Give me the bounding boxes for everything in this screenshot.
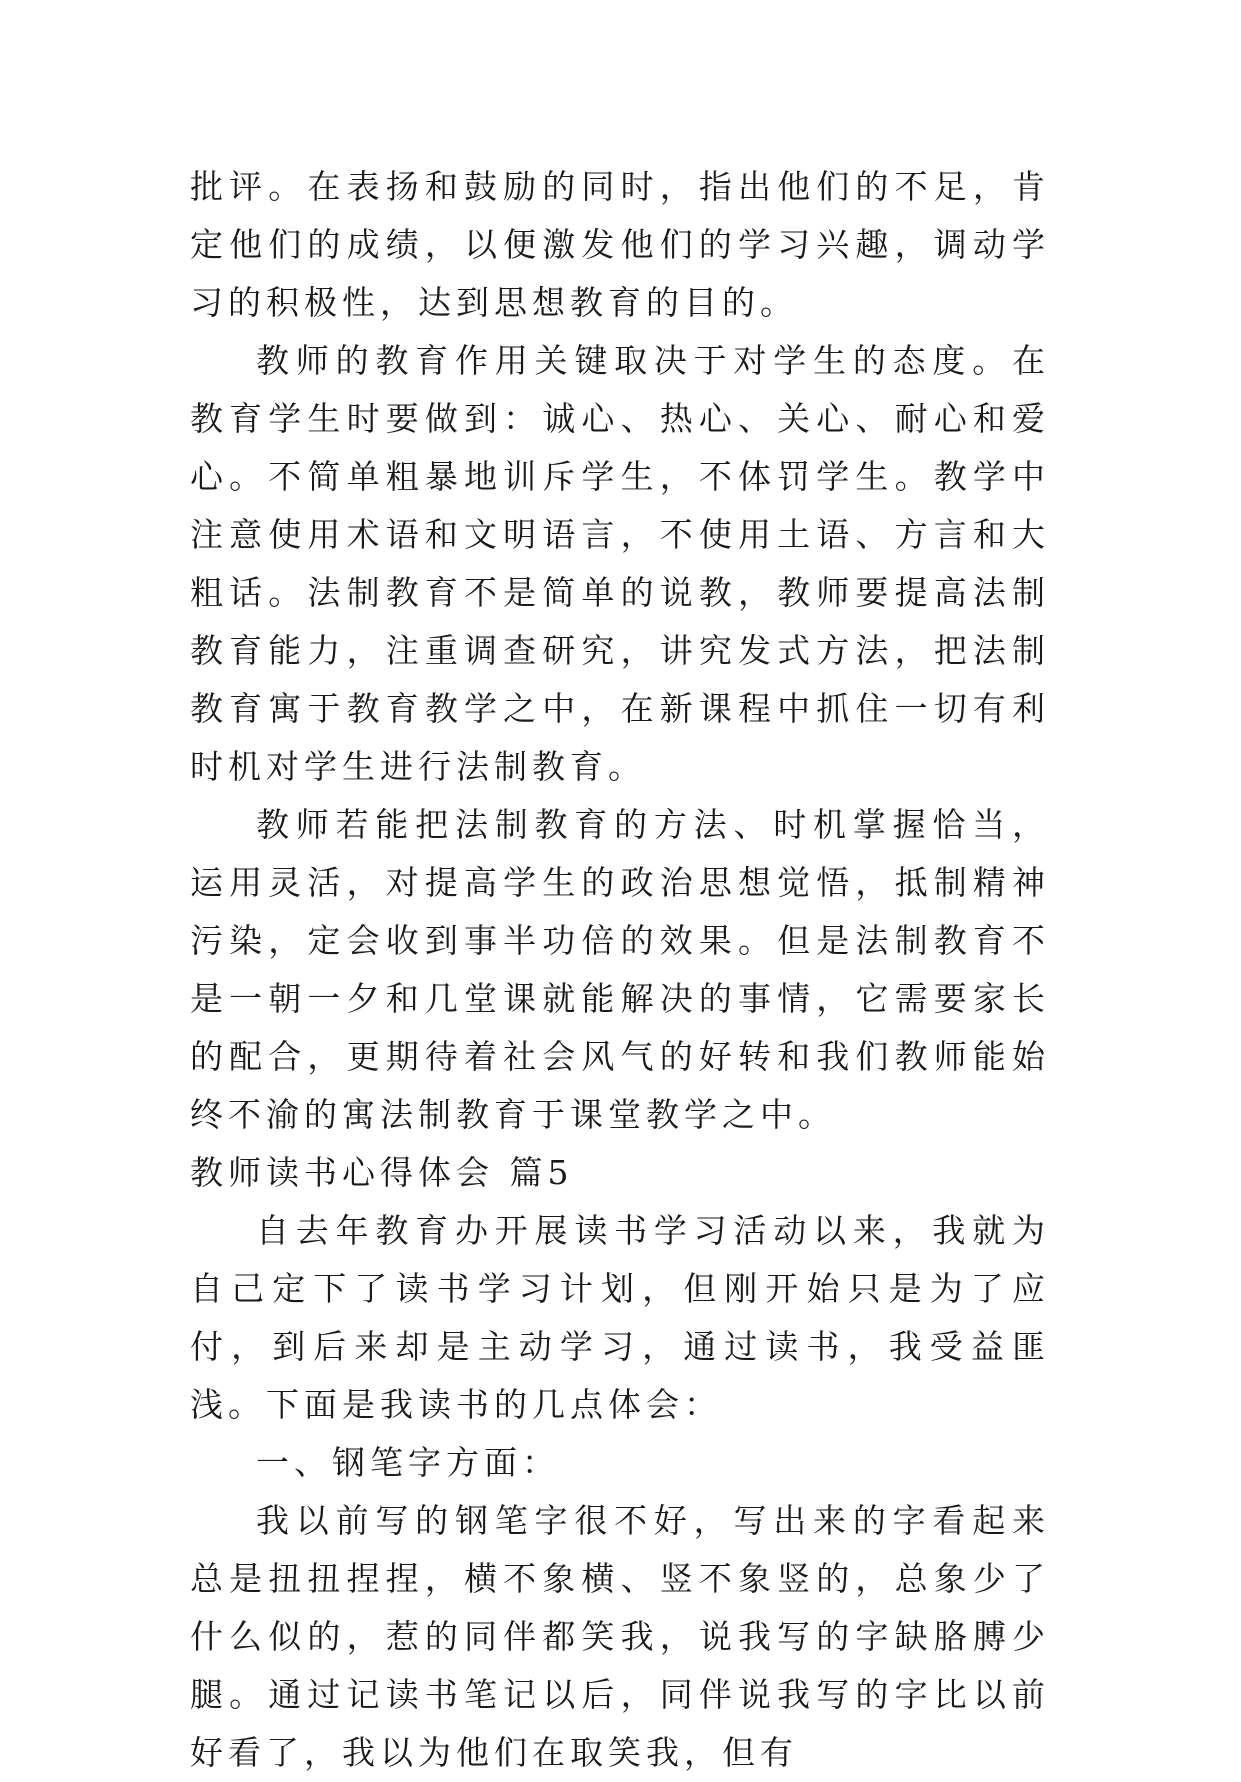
paragraph-3: 教师若能把法制教育的方法、时机掌握恰当，运用灵活，对提高学生的政治思想觉悟，抵制精神污染，定会收到事半功倍的效果。但是法制教育不是一朝一夕和几堂课就能解决的事情，它需要家长的配合，更期待着社会风气的好转和我们教师能始终不渝的寓法制教育于课堂教学之中。 — [190, 805, 1050, 1134]
section-heading: 教师读书心得体会 篇5 — [190, 1153, 574, 1192]
paragraph-5: 我以前写的钢笔字很不好，写出来的字看起来总是扭扭捏捏，横不象横、竖不象竖的，总象少了什么似的，惹的同伴都笑我，说我写的字缺胳膊少腿。通过记读书笔记以后，同伴说我写的字比以前好看了，我以为他们在取笑我，但有 — [190, 1501, 1050, 1772]
subheading-pen-writing: 一、钢笔字方面： — [256, 1443, 560, 1482]
paragraph-4: 自去年教育办开展读书学习活动以来，我就为自己定下了读书学习计划，但刚开始只是为了应付，到后来却是主动学习，通过读书，我受益匪浅。下面是我读书的几点体会： — [190, 1211, 1050, 1424]
paragraph-2: 教师的教育作用关键取决于对学生的态度。在教育学生时要做到：诚心、热心、关心、耐心和爱心。不简单粗暴地训斥学生，不体罚学生。教学中注意使用术语和文明语言，不使用土语、方言和大粗话。法制教育不是简单的说教，教师要提高法制教育能力，注重调查研究，讲究发式方法，把法制教育寓于教育教学之中，在新课程中抓住一切有利时机对学生进行法制教育。 — [190, 341, 1050, 786]
paragraph-1: 批评。在表扬和鼓励的同时，指出他们的不足，肯定他们的成绩，以便激发他们的学习兴趣，调动学习的积极性，达到思想教育的目的。 — [190, 167, 1050, 322]
document-body — [190, 158, 1050, 1782]
